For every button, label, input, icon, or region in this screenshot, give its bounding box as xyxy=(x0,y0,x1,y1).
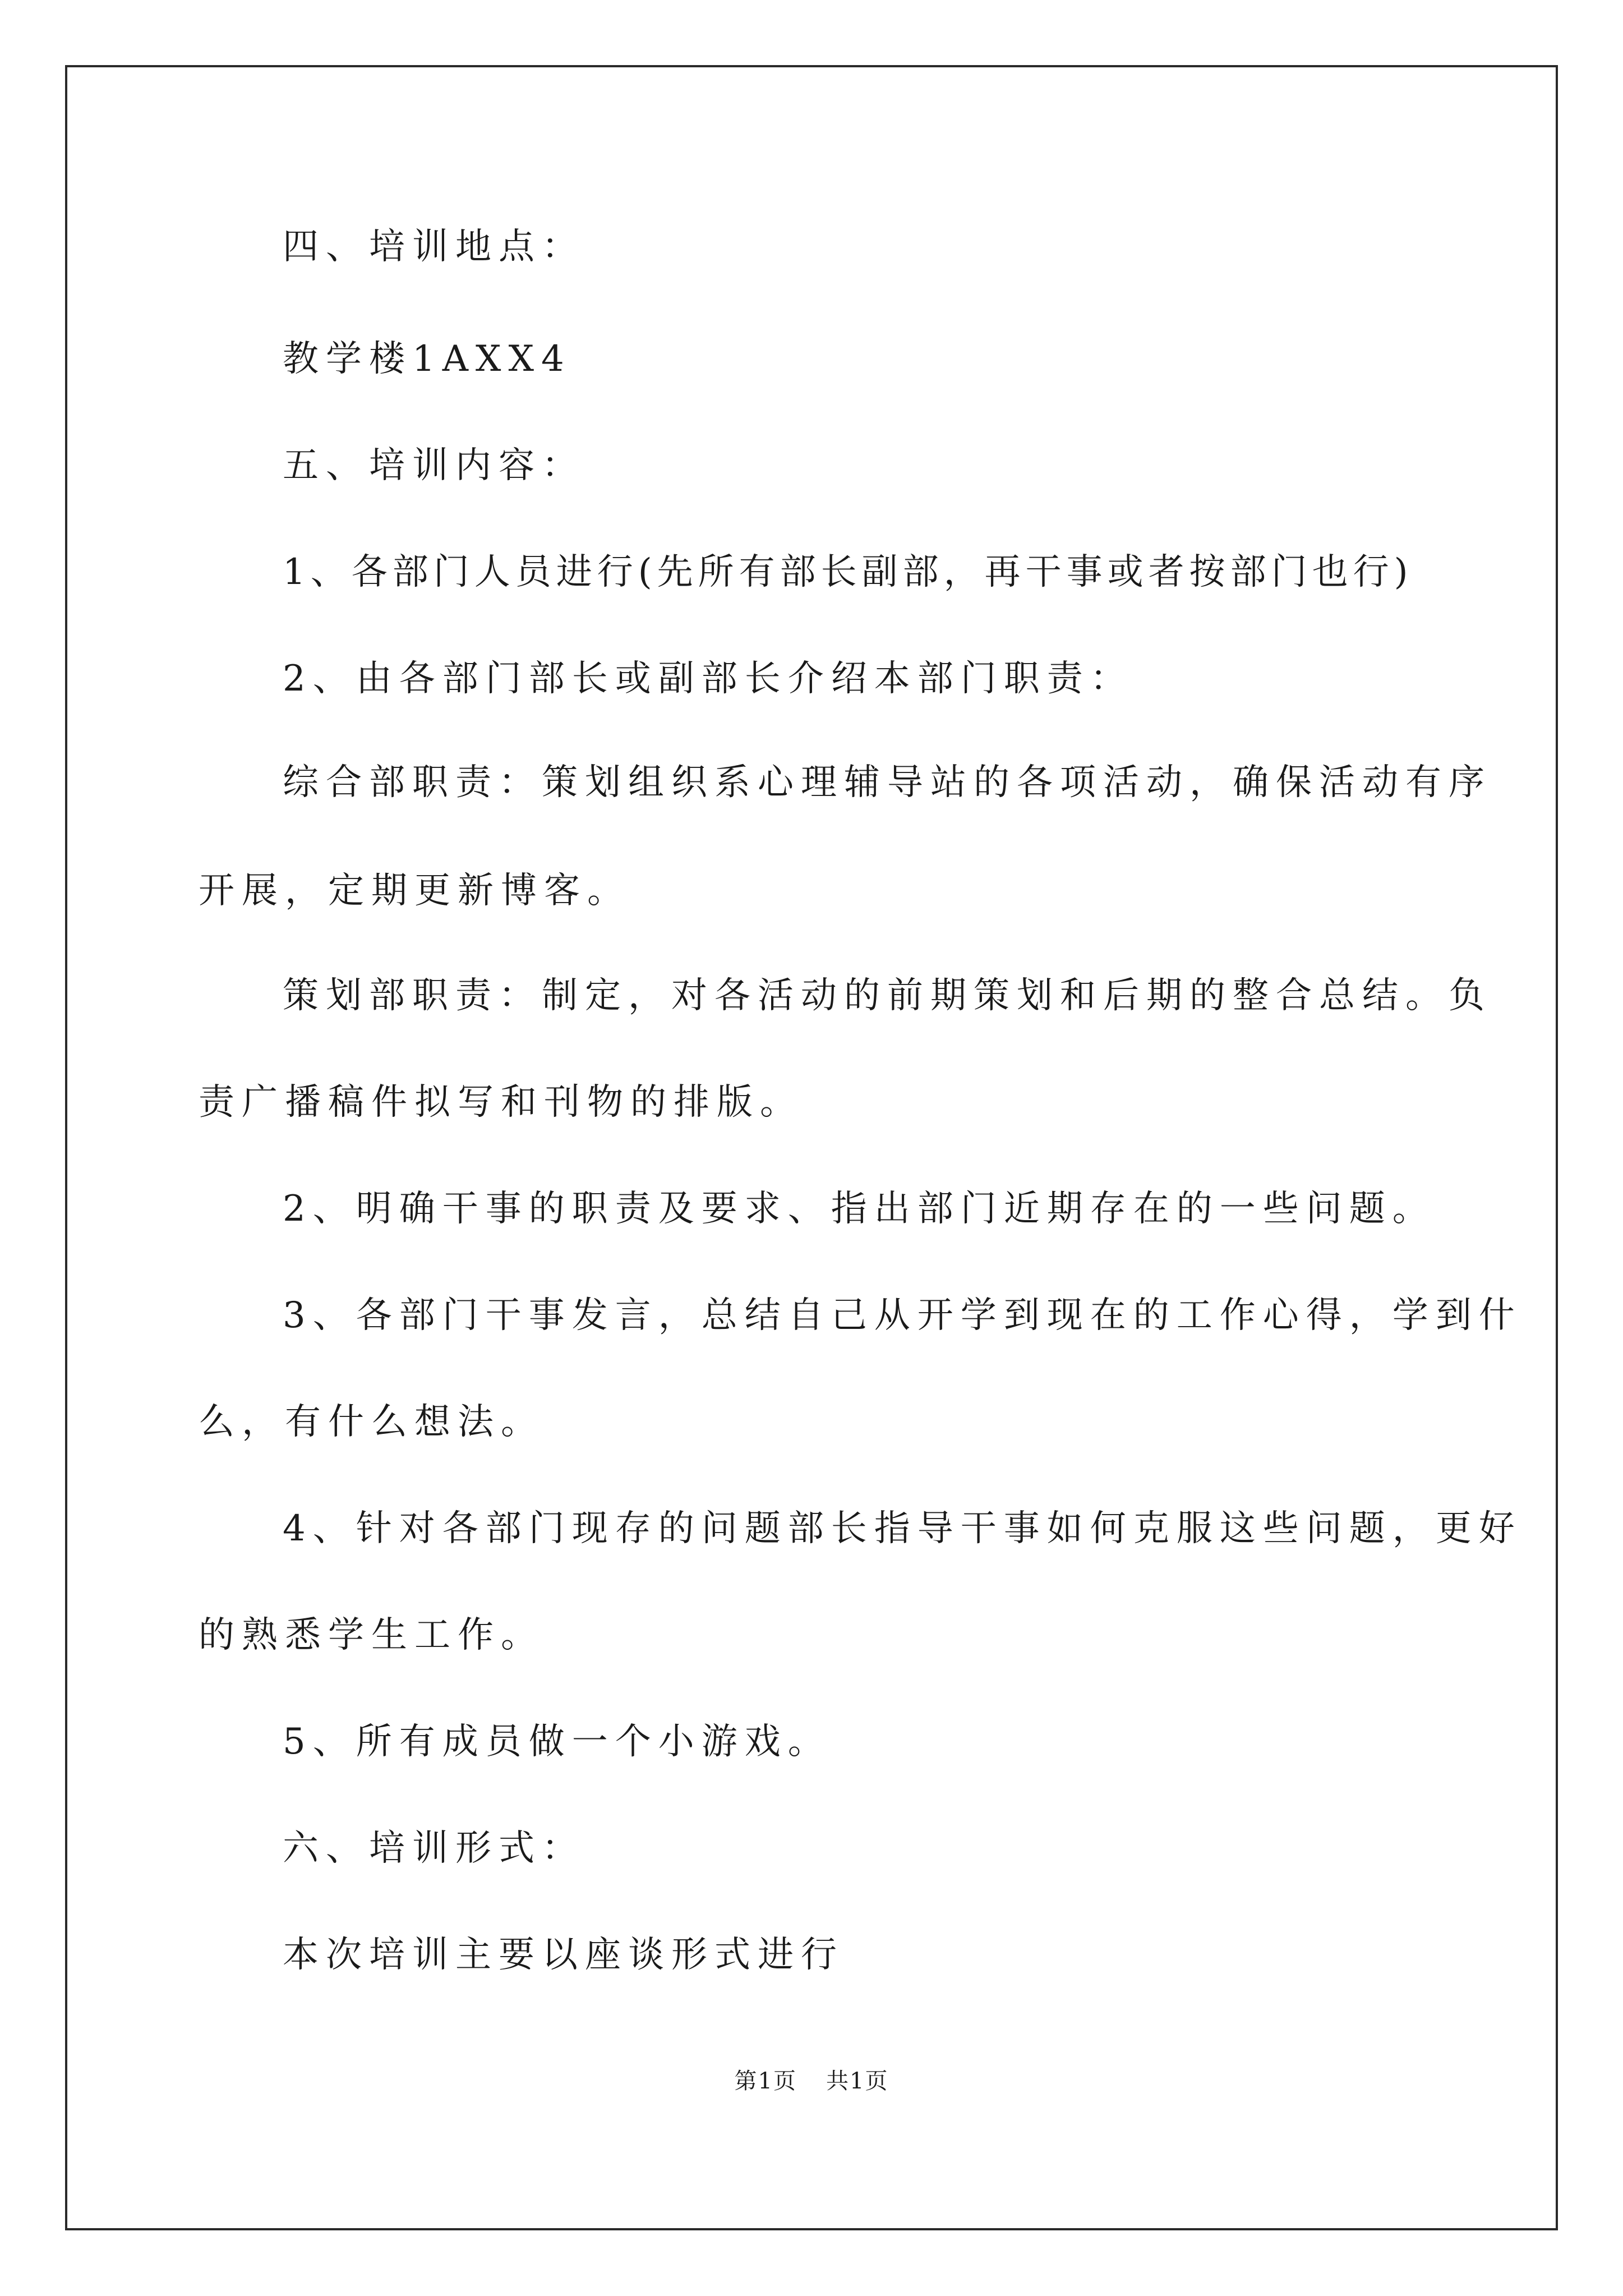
page-footer xyxy=(0,2067,1623,2095)
duty-general-line-1: 综合部职责：策划组织系心理辅导站的各项活动，确保活动有序 xyxy=(283,762,1492,803)
content-item-1: 1、各部门人员进行(先所有部长副部，再干事或者按部门也行) xyxy=(283,551,1413,593)
page-border xyxy=(65,65,1558,2230)
page-total: 共1页 xyxy=(826,2068,889,2094)
content-item-2: 2、由各部门部长或副部长介绍本部门职责： xyxy=(283,658,1133,700)
location-text: 教学楼1AXX4 xyxy=(283,338,571,380)
section-heading-format: 六、培训形式： xyxy=(283,1828,585,1869)
section-heading-location: 四、培训地点： xyxy=(283,226,585,268)
content-item-4-line-1: 4、针对各部门现存的问题部长指导干事如何克服这些问题，更好 xyxy=(283,1508,1522,1549)
content-item-3-line-1: 3、各部门干事发言，总结自己从开学到现在的工作心得，学到什 xyxy=(283,1295,1522,1336)
content-item-2b: 2、明确干事的职责及要求、指出部门近期存在的一些问题。 xyxy=(283,1188,1436,1230)
content-item-5: 5、所有成员做一个小游戏。 xyxy=(283,1721,831,1763)
duty-planning-line-2: 责广播稿件拟写和刊物的排版。 xyxy=(199,1082,803,1123)
duty-general-line-2: 开展，定期更新博客。 xyxy=(199,870,630,912)
content-item-4-line-2: 的熟悉学生工作。 xyxy=(199,1614,544,1656)
format-text: 本次培训主要以座谈形式进行 xyxy=(283,1934,844,1976)
section-heading-content: 五、培训内容： xyxy=(283,445,585,486)
duty-planning-line-1: 策划部职责：制定，对各活动的前期策划和后期的整合总结。负 xyxy=(283,975,1492,1016)
page-number: 第1页 xyxy=(734,2068,797,2094)
content-item-3-line-2: 么，有什么想法。 xyxy=(199,1401,544,1443)
